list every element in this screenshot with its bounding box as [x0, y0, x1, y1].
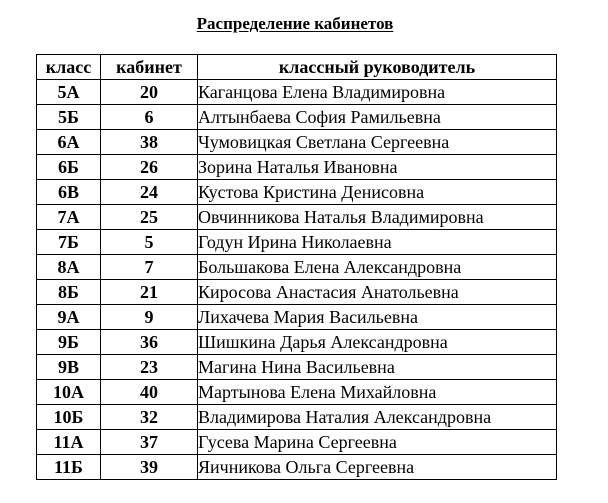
- table-row: [37, 255, 557, 280]
- column-header-room: кабинет: [101, 55, 198, 80]
- teacher-cell: Большакова Елена Александровна: [198, 255, 557, 280]
- teacher-cell: Алтынбаева София Рамильевна: [198, 105, 557, 130]
- class-cell: 9Б: [37, 330, 101, 355]
- table-row: [37, 205, 557, 230]
- class-cell: 11А: [37, 430, 101, 455]
- table-row: [37, 230, 557, 255]
- room-cell: 23: [101, 355, 198, 380]
- room-cell: 40: [101, 380, 198, 405]
- teacher-cell: Чумовицкая Светлана Сергеевна: [198, 130, 557, 155]
- room-cell: 37: [101, 430, 198, 455]
- table-header-row: [37, 55, 557, 80]
- room-cell: 26: [101, 155, 198, 180]
- column-header-class: класс: [37, 55, 101, 80]
- table-row: [37, 355, 557, 380]
- class-cell: 6А: [37, 130, 101, 155]
- room-cell: 25: [101, 205, 198, 230]
- class-cell: 8Б: [37, 280, 101, 305]
- room-cell: 21: [101, 280, 198, 305]
- room-cell: 7: [101, 255, 198, 280]
- class-cell: 11Б: [37, 455, 101, 480]
- room-assignment-table: [36, 54, 557, 480]
- class-cell: 6В: [37, 180, 101, 205]
- class-cell: 9В: [37, 355, 101, 380]
- room-cell: 38: [101, 130, 198, 155]
- table-row: [37, 455, 557, 480]
- table-row: [37, 130, 557, 155]
- teacher-cell: Гусева Марина Сергеевна: [198, 430, 557, 455]
- teacher-cell: Каганцова Елена Владимировна: [198, 80, 557, 105]
- class-cell: 10Б: [37, 405, 101, 430]
- room-cell: 24: [101, 180, 198, 205]
- teacher-cell: Кустова Кристина Денисовна: [198, 180, 557, 205]
- teacher-cell: Лихачева Мария Васильевна: [198, 305, 557, 330]
- teacher-cell: Магина Нина Васильевна: [198, 355, 557, 380]
- room-cell: 9: [101, 305, 198, 330]
- teacher-cell: Шишкина Дарья Александровна: [198, 330, 557, 355]
- teacher-cell: Зорина Наталья Ивановна: [198, 155, 557, 180]
- column-header-teacher: классный руководитель: [198, 55, 557, 80]
- class-cell: 6Б: [37, 155, 101, 180]
- room-cell: 32: [101, 405, 198, 430]
- class-cell: 9А: [37, 305, 101, 330]
- table-row: [37, 80, 557, 105]
- class-cell: 5А: [37, 80, 101, 105]
- teacher-cell: Мартынова Елена Михайловна: [198, 380, 557, 405]
- table-row: [37, 280, 557, 305]
- teacher-cell: Овчинникова Наталья Владимировна: [198, 205, 557, 230]
- room-cell: 39: [101, 455, 198, 480]
- teacher-cell: Киросова Анастасия Анатольевна: [198, 280, 557, 305]
- table-row: [37, 380, 557, 405]
- teacher-cell: Владимирова Наталия Александровна: [198, 405, 557, 430]
- table-row: [37, 305, 557, 330]
- teacher-cell: Годун Ирина Николаевна: [198, 230, 557, 255]
- page-title: Распределение кабинетов: [196, 14, 394, 33]
- room-cell: 6: [101, 105, 198, 130]
- table-row: [37, 105, 557, 130]
- class-cell: 7А: [37, 205, 101, 230]
- class-cell: 8А: [37, 255, 101, 280]
- room-cell: 5: [101, 230, 198, 255]
- table-row: [37, 155, 557, 180]
- class-cell: 10А: [37, 380, 101, 405]
- room-cell: 36: [101, 330, 198, 355]
- class-cell: 7Б: [37, 230, 101, 255]
- table-body: [37, 80, 557, 480]
- table-row: [37, 405, 557, 430]
- table-row: [37, 430, 557, 455]
- teacher-cell: Яичникова Ольга Сергеевна: [198, 455, 557, 480]
- room-cell: 20: [101, 80, 198, 105]
- table-row: [37, 330, 557, 355]
- class-cell: 5Б: [37, 105, 101, 130]
- table-row: [37, 180, 557, 205]
